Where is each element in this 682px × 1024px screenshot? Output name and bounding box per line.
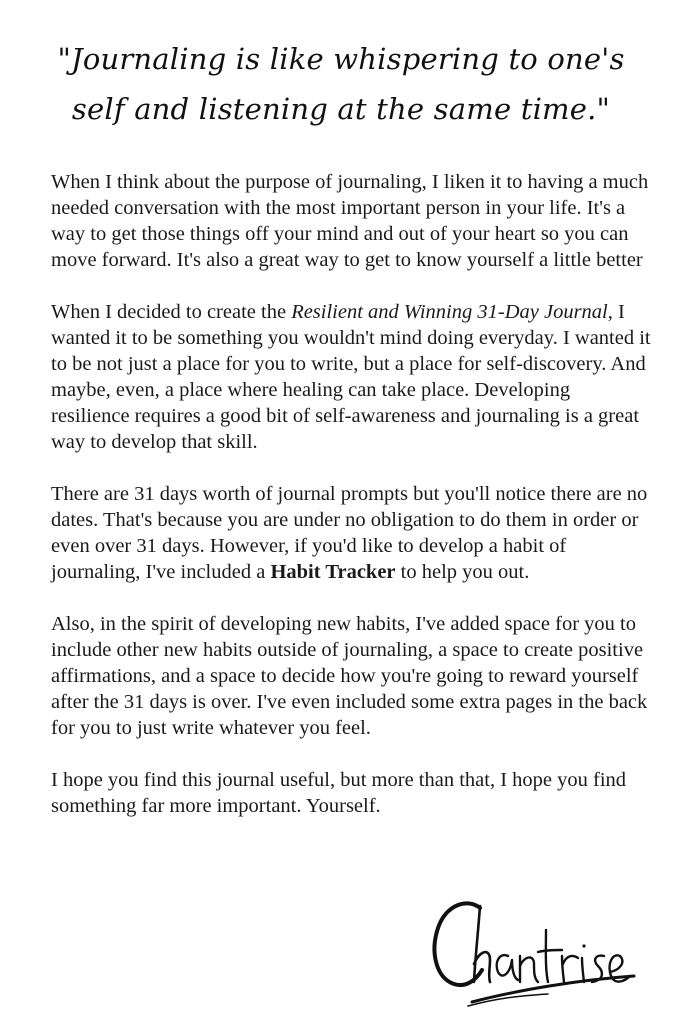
quote-line-2: self and listening at the same time." xyxy=(71,92,611,126)
paragraph-closing: I hope you find this journal useful, but more than that, I hope you find something far more important. Yourself. xyxy=(51,769,627,817)
paragraph-creation-intro: When I decided to create the xyxy=(51,301,292,323)
paragraph-prompts-rest: to help you out. xyxy=(395,561,530,583)
paragraph-prompts xyxy=(51,481,651,585)
quote-line-1: "Journaling is like whispering to one's xyxy=(57,42,625,76)
letter-body xyxy=(51,169,651,845)
signature-icon xyxy=(428,894,640,1014)
journal-title: Resilient and Winning 31-Day Journal xyxy=(291,301,608,323)
signature xyxy=(428,894,640,1014)
header-quote xyxy=(40,34,642,134)
paragraph-purpose: When I think about the purpose of journaling, I liken it to having a much needed conversation with the most important person in your life. It's a way to get those things off your mind and out of your heart so you can move forward. It's also a great way to get to know yourself a little better xyxy=(51,171,649,271)
paragraph-creation-rest: , I wanted it to be something you wouldn't mind doing everyday. I wanted it to be not just a place for you to write, but a place for self-discovery. And maybe, even, a place where healing can take place. Developing resilience requires a good bit of self-awareness and journaling is a great way to develop that skill. xyxy=(51,301,651,453)
paragraph-prompts-intro: There are 31 days worth of journal prompts but you'll notice there are no dates. That's because you are under no obligation to do them in order or even over 31 days. However, if you'd like to develop a habit of journaling, I've included a xyxy=(51,483,648,583)
habit-tracker-label: Habit Tracker xyxy=(270,561,396,583)
paragraph-habits: Also, in the spirit of developing new habits, I've added space for you to include other new habits outside of journaling, a space to create positive affirmations, and a space to decide how you're going to reward yourself after the 31 days is over. I've even included some extra pages in the back for you to just write whatever you feel. xyxy=(51,613,648,739)
paragraph-creation xyxy=(51,299,651,455)
